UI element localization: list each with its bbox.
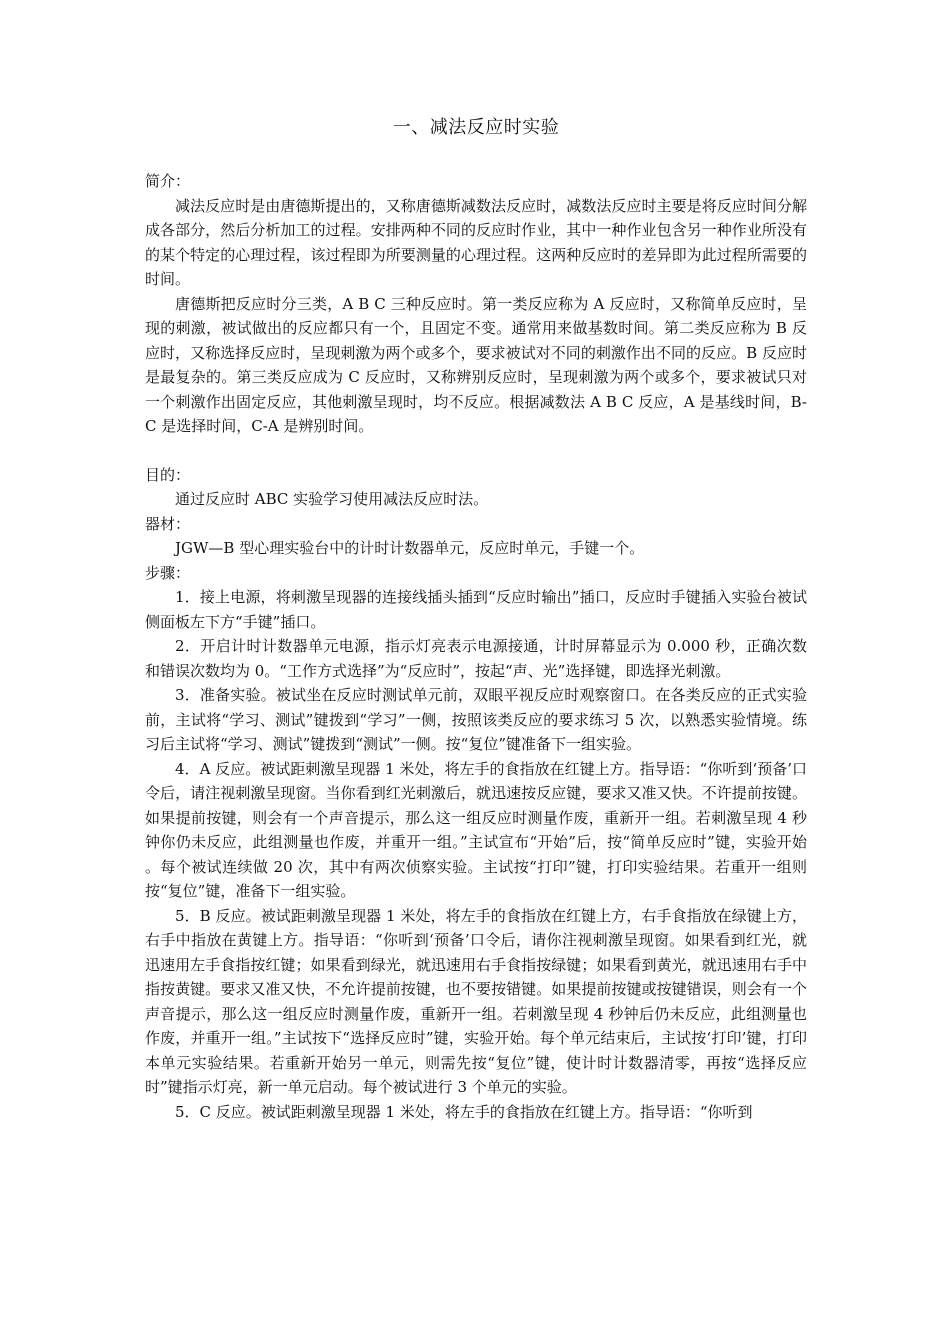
step-1: 1．接上电源，将刺激呈现器的连接线插头插到“反应时输出”插口，反应时手键插入实验台被试侧面板左下方“手键”插口。 [145, 588, 807, 631]
intro-paragraph-2: 唐德斯把反应时分三类，A B C 三种反应时。第一类反应称为 A 反应时，又称简单反应时，呈现的刺激，被试做出的反应都只有一个，且固定不变。通常用来做基数时间。第二类反应称为 B 反应时，又称选择反应时，呈现刺激为两个或多个，要求被试对不同的刺激作出不同的反应。B 反应时是最复杂的。第三类反应成为 C 反应时，又称辨别反应时，呈现刺激为两个或多个，要求被试只对一个刺激作出固定反应，其他刺激呈现时，均不反应。根据减数法 A B C 反应，A 是基线时间，B-C 是选择时间，C-A 是辨别时间。 [145, 294, 807, 435]
step-5-b-reaction: 5．B 反应。被试距刺激呈现器 1 米处，将左手的食指放在红键上方，右手食指放在绿键上方，右手中指放在黄键上方。指导语：“你听到‘预备’口令后，请你注视刺激呈现窗。如果看到红光，就迅速用左手食指按红键；如果看到绿光，就迅速用右手食指按绿键；如果看到黄光，就迅速用右手中指按黄键。要求又准又快，不允许提前按键，也不要按错键。如果提前按键或按键错误，则会有一个声音提示，那么这一组反应时测量作废，重新开一组。若刺激呈现 4 秒钟后仍未反应，此组测量也作废，并重开一组。”主试按下“选择反应时”键，实验开始。每个单元结束后，主试按‘打印’键，打印本单元实验结果。若重新开始另一单元，则需先按“复位”键，使计时计数器清零，再按“选择反应时”键指示灯亮，新一单元启动。每个被试进行 3 个单元的实验。 [145, 906, 807, 1096]
document-body [145, 115, 807, 1124]
step-3: 3．准备实验。被试坐在反应时测试单元前，双眼平视反应时观察窗口。在各类反应的正式实验前，主试将“学习、测试”键拨到“学习”一侧，按照该类反应的要求练习 5 次，以熟悉实验情境。练习后主试将“学习、测试”键拨到“测试”一侧。按“复位”键准备下一组实验。 [145, 686, 807, 753]
intro-paragraph-1: 减法反应时是由唐德斯提出的，又称唐德斯减数法反应时，减数法反应时主要是将反应时间分解成各部分，然后分析加工的过程。安排两种不同的反应时作业，其中一种作业包含另一种作业所没有的某个特定的心理过程，该过程即为所要测量的心理过程。这两种反应时的差异即为此过程所需要的时间。 [145, 196, 807, 288]
intro-heading: 简介： [145, 172, 191, 190]
step-2: 2．开启计时计数器单元电源，指示灯亮表示电源接通，计时屏幕显示为 0.000 秒，正确次数和错误次数均为 0。“工作方式选择”为“反应时”，按起“声、光”选择键，即选择光刺激。 [145, 637, 807, 680]
purpose-paragraph: 通过反应时 ABC 实验学习使用减法反应时法。 [175, 490, 489, 508]
step-5-c-reaction: 5．C 反应。被试距刺激呈现器 1 米处，将左手的食指放在红键上方。指导语：“你听到 [175, 1102, 753, 1121]
equipment-section [145, 512, 807, 561]
steps-heading: 步骤： [145, 563, 191, 582]
equipment-paragraph: JGW—B 型心理实验台中的计时计数器单元，反应时单元，手键一个。 [175, 539, 645, 557]
step-4-a-reaction: 4．A 反应。被试距刺激呈现器 1 米处，将左手的食指放在红键上方。指导语：“你听到‘预备’口令后，请注视刺激呈现窗。当你看到红光刺激后，就迅速按反应键，要求又准又快。不许提前按键。如果提前按键，则会有一个声音提示，那么这一组反应时测量作废，重新开一组。若刺激呈现 4 秒钟你仍未反应，此组测量也作废，并重开一组。”主试宣布“开始”后，按“简单反应时”键，实验开始 。每个被试连续做 20 次，其中有两次侦察实验。主试按“打印”键，打印实验结果。若重开一组则按“复位”键，准备下一组实验。 [145, 759, 807, 900]
purpose-section [145, 463, 807, 512]
equipment-heading: 器材： [145, 514, 191, 533]
intro-section [145, 169, 807, 439]
steps-section [145, 561, 807, 1125]
document-title: 一、减法反应时实验 [392, 117, 560, 138]
purpose-heading: 目的： [145, 465, 191, 484]
section-spacer [145, 439, 807, 463]
